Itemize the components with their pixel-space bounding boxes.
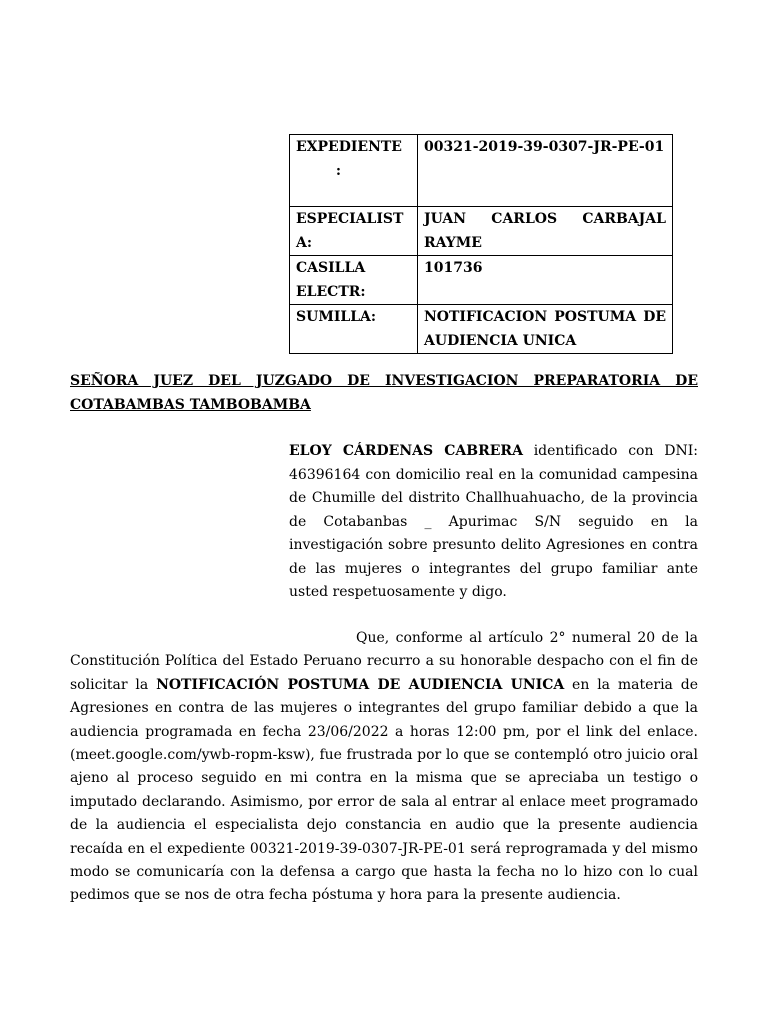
sumilla-value: NOTIFICACION POSTUMA DE AUDIENCIA UNICA bbox=[418, 305, 673, 354]
petitioner-intro-text: identificado con DNI: 46396164 con domicilio real en la comunidad campesina de Chumille del distrito Challhuahuacho, de la provincia de Cotabanbas _ Apurimac S/N seguido en la investigación sobre presunto delito Agresiones en contra de las mujeres o integrantes del grupo familiar ante usted respetuosamente y digo. bbox=[289, 443, 698, 600]
especialista-value bbox=[418, 207, 673, 256]
especialista-value-text: JUAN CARLOS CARBAJAL RAYME bbox=[424, 211, 666, 251]
expediente-value: 00321-2019-39-0307-JR-PE-01 bbox=[418, 135, 673, 207]
table-row bbox=[290, 207, 673, 256]
casilla-value: 101736 bbox=[418, 256, 673, 305]
request-paragraph bbox=[70, 627, 698, 908]
addressee-heading-line-2: COTABAMBAS TAMBOBAMBA bbox=[70, 396, 311, 413]
expediente-colon: : bbox=[335, 162, 342, 179]
casilla-label: CASILLA ELECTR: bbox=[290, 256, 418, 305]
case-header-table bbox=[289, 134, 673, 354]
table-row bbox=[290, 135, 673, 207]
sumilla-label: SUMILLA: bbox=[290, 305, 418, 354]
expediente-label-cell bbox=[290, 135, 418, 207]
petitioner-name: ELOY CÁRDENAS CABRERA bbox=[289, 443, 523, 459]
expediente-label: EXPEDIENTE bbox=[296, 139, 402, 155]
especialista-label: ESPECIALISTA: bbox=[290, 207, 418, 256]
request-text-part-2: en la materia de Agresiones en contra de las mujeres o integrantes del grupo familiar debido a que la audiencia programada en fecha 23/06/2022 a horas 12:00 pm, por el link del enlace. (meet.google.com/ywb-ropm-ksw), fue frustrada por lo que se contempló otro juicio oral ajeno al proceso seguido en mi contra en la misma que se apreciaba un testigo o imputado declarando. Asimismo, por error de sala al entrar al enlace meet programado de la audiencia el especialista dejo constancia en audio que la presente audiencia recaída en el expediente 00321-2019-39-0307-JR-PE-01 será reprogramada y del mismo modo se comunicaría con la defensa a cargo que hasta la fecha no lo hizo con lo cual pedimos que se nos de otra fecha póstuma y hora para la presente audiencia. bbox=[70, 676, 698, 904]
request-text-part-1: Que, conforme al artículo 2° numeral 20 de la Constitución Política del Estado Peruano recurro a su honorable despacho con el fin de solicitar la bbox=[70, 630, 698, 693]
table-row bbox=[290, 305, 673, 354]
request-bold-subject: NOTIFICACIÓN POSTUMA DE AUDIENCIA UNICA bbox=[156, 676, 565, 693]
petitioner-intro bbox=[289, 440, 698, 605]
addressee-heading bbox=[70, 370, 698, 417]
addressee-heading-line-1: SEÑORA JUEZ DEL JUZGADO DE INVESTIGACION PREPARATORIA DE bbox=[70, 373, 698, 389]
table-row bbox=[290, 256, 673, 305]
